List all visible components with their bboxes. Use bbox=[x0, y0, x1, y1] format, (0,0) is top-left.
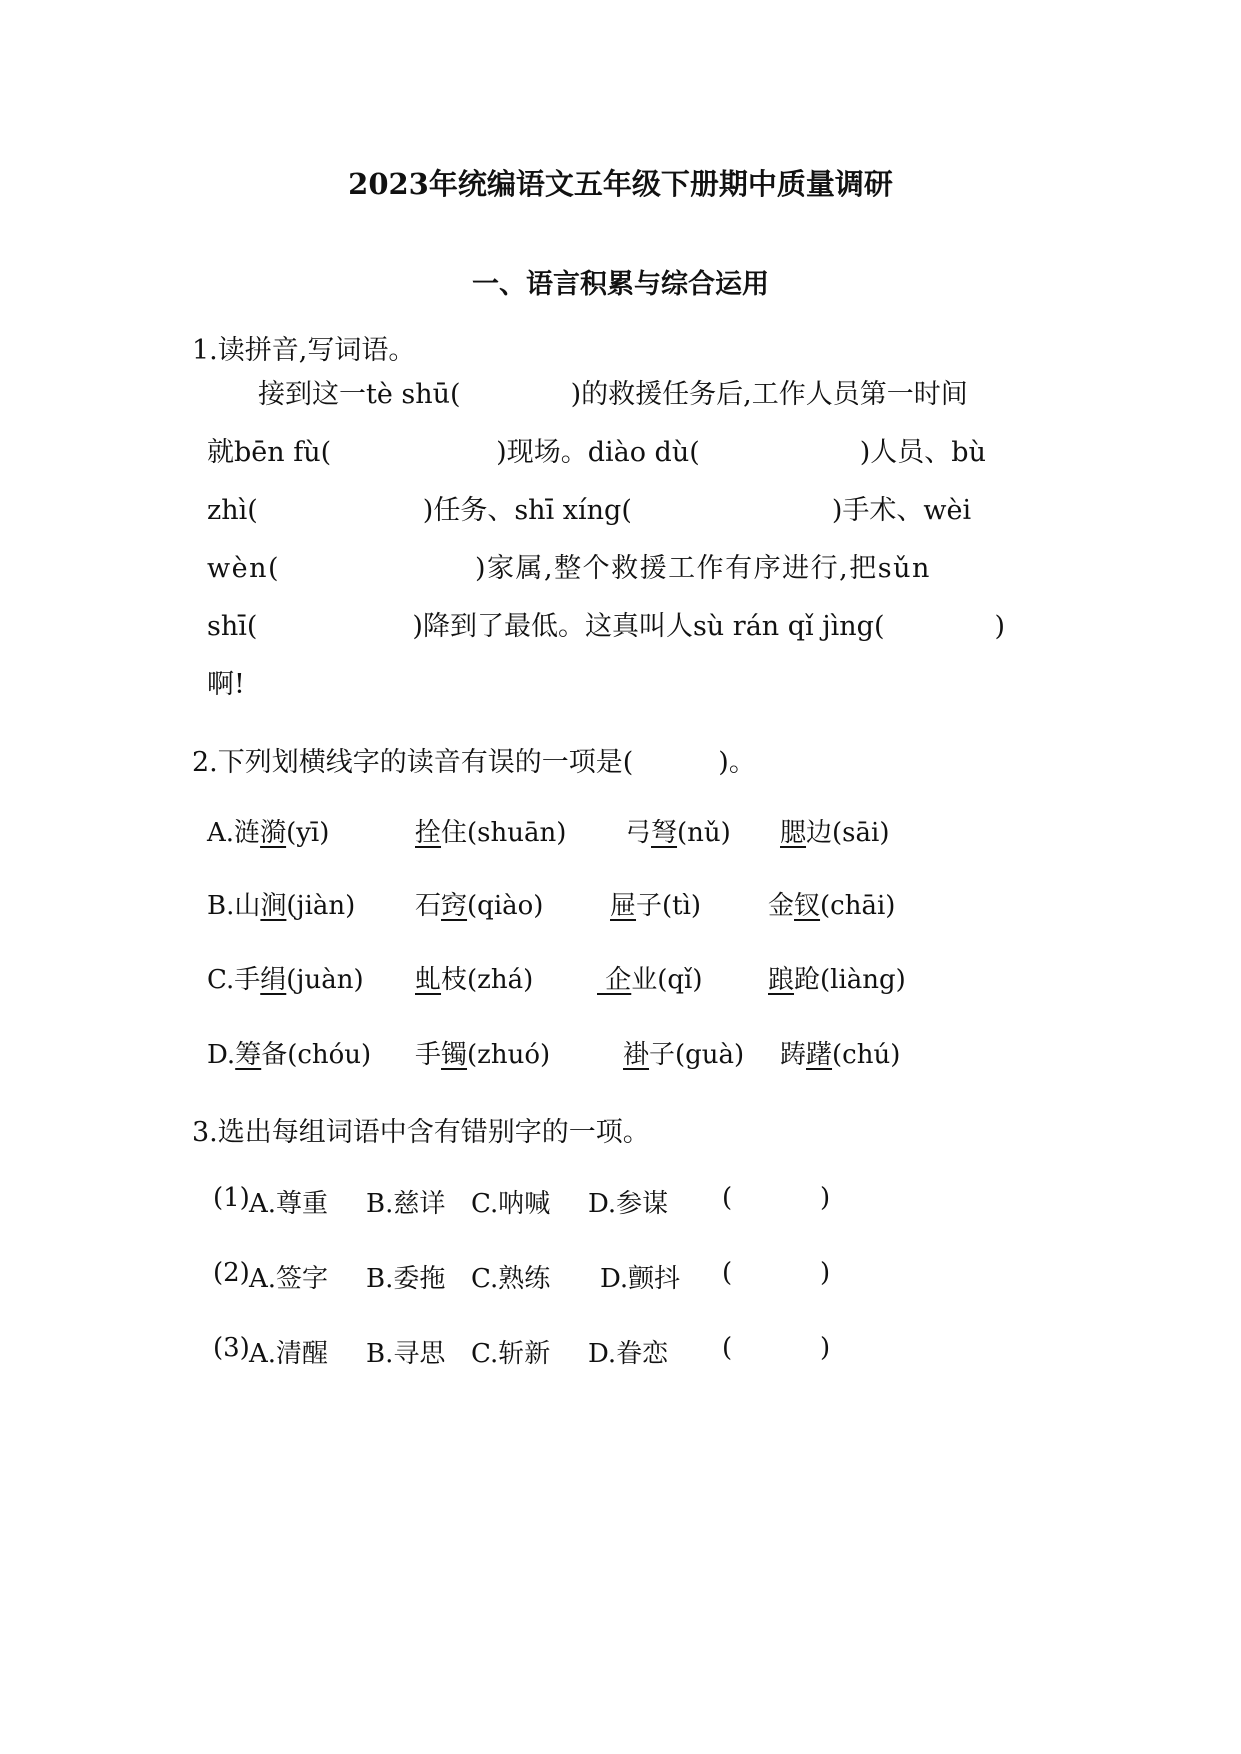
option-c-word-2 bbox=[415, 959, 533, 996]
option-a-word-1 bbox=[207, 812, 329, 849]
q1-line-2 bbox=[207, 430, 986, 469]
answer-paren: ( bbox=[722, 1183, 733, 1213]
choice-b: B.寻思 bbox=[366, 1339, 446, 1369]
group-number: (2) bbox=[213, 1258, 250, 1288]
choice-d: D.眷恋 bbox=[588, 1339, 669, 1369]
choice-d: D.颤抖 bbox=[600, 1264, 681, 1294]
q1-line-5-text-a: shī( bbox=[207, 611, 258, 642]
answer-blank[interactable] bbox=[740, 1258, 815, 1288]
underlined-character: 踉 bbox=[768, 965, 795, 995]
option-text: 山 bbox=[234, 891, 261, 921]
q1-line-1 bbox=[258, 372, 968, 411]
option-pinyin: (jiàn) bbox=[286, 891, 356, 921]
option-c-word-4 bbox=[768, 959, 906, 996]
underlined-character: 筹 bbox=[235, 1040, 262, 1070]
option-a-word-3 bbox=[625, 812, 731, 849]
q1-line-6: 啊! bbox=[207, 669, 245, 700]
q1-line-3-text-c: )手术、wèi bbox=[831, 495, 972, 526]
question-2-prompt-text: 2.下列划横线字的读音有误的一项是( bbox=[192, 747, 634, 778]
underlined-character: 屉 bbox=[610, 891, 637, 921]
answer-blank[interactable] bbox=[740, 1183, 815, 1213]
underlined-character: 虬 bbox=[415, 965, 442, 995]
underlined-character: 漪 bbox=[260, 818, 287, 848]
group-number: (1) bbox=[213, 1183, 250, 1213]
option-pinyin: (nǔ) bbox=[677, 818, 731, 848]
option-text: 弓 bbox=[625, 818, 652, 848]
q1-line-2-text-a: 就bēn fù( bbox=[207, 437, 332, 468]
option-b-word-2 bbox=[415, 885, 543, 922]
q1-line-4-text-a: wèn( bbox=[207, 553, 281, 584]
q1-line-2-text-c: )人员、bù bbox=[859, 437, 986, 468]
q1-line-4 bbox=[207, 546, 931, 585]
option-text: 手 bbox=[415, 1040, 442, 1070]
option-text: 石 bbox=[415, 891, 442, 921]
option-text: 踌 bbox=[780, 1040, 807, 1070]
option-pinyin: 子(guà) bbox=[649, 1040, 745, 1070]
option-d-word-4 bbox=[780, 1034, 900, 1071]
section-heading: 一、语言积累与综合运用 bbox=[472, 269, 769, 300]
answer-paren: ( bbox=[722, 1333, 733, 1363]
choice-a: A.清醒 bbox=[249, 1339, 329, 1369]
option-pinyin: 备(chóu) bbox=[261, 1040, 372, 1070]
option-a-word-2 bbox=[415, 812, 566, 849]
question-3-prompt: 3.选出每组词语中含有错别字的一项。 bbox=[192, 1117, 650, 1148]
q1-line-1-text-a: 接到这一tè shū( bbox=[258, 379, 461, 410]
option-label: D. bbox=[207, 1040, 236, 1070]
underlined-character: 涧 bbox=[260, 891, 287, 921]
option-d-word-1 bbox=[207, 1034, 371, 1071]
underlined-character: 躇 bbox=[806, 1040, 833, 1070]
option-pinyin: (juàn) bbox=[286, 965, 364, 995]
question-2-prompt bbox=[192, 740, 756, 779]
option-pinyin: (qiào) bbox=[467, 891, 544, 921]
option-pinyin: 跄(liàng) bbox=[794, 965, 906, 995]
option-a-word-4 bbox=[780, 812, 889, 849]
option-pinyin: 子(tì) bbox=[636, 891, 702, 921]
underlined-character: 褂 bbox=[623, 1040, 650, 1070]
choice-c: C.呐喊 bbox=[471, 1189, 551, 1219]
option-b-word-4 bbox=[768, 885, 895, 922]
answer-paren: ( bbox=[722, 1258, 733, 1288]
underlined-character: 腮 bbox=[780, 818, 807, 848]
option-d-word-2 bbox=[415, 1034, 550, 1071]
choice-c: C.斩新 bbox=[471, 1339, 551, 1369]
answer-blank[interactable] bbox=[740, 1333, 815, 1363]
option-b-word-3 bbox=[610, 885, 701, 922]
option-label: C. bbox=[207, 965, 235, 995]
q1-line-2-text-b: )现场。diào dù( bbox=[496, 437, 700, 468]
option-c-word-3 bbox=[597, 959, 703, 996]
answer-paren: ) bbox=[820, 1258, 831, 1288]
q1-line-5-text-c: ) bbox=[994, 611, 1006, 642]
option-label: A. bbox=[207, 818, 235, 848]
option-pinyin: (chú) bbox=[832, 1040, 901, 1070]
q1-line-4-text-b: )家属,整个救援工作有序进行,把sǔn bbox=[475, 553, 931, 584]
underlined-character: 镯 bbox=[441, 1040, 468, 1070]
option-text: 金 bbox=[768, 891, 795, 921]
answer-paren: ) bbox=[820, 1333, 831, 1363]
choice-a: A.签字 bbox=[249, 1264, 329, 1294]
underlined-character: 拴 bbox=[415, 818, 442, 848]
underlined-character: 绢 bbox=[260, 965, 287, 995]
choice-c: C.熟练 bbox=[471, 1264, 551, 1294]
choice-b: B.委拖 bbox=[366, 1264, 446, 1294]
q1-line-5 bbox=[207, 604, 1005, 643]
option-pinyin: (chāi) bbox=[820, 891, 896, 921]
option-pinyin: (zhuó) bbox=[467, 1040, 551, 1070]
q1-line-3 bbox=[207, 488, 971, 527]
option-text: 涟 bbox=[234, 818, 261, 848]
option-label: B. bbox=[207, 891, 235, 921]
page-title: 2023年统编语文五年级下册期中质量调研 bbox=[348, 167, 893, 201]
option-c-word-1 bbox=[207, 959, 364, 996]
option-pinyin: (yī) bbox=[286, 818, 330, 848]
choice-a: A.尊重 bbox=[249, 1189, 329, 1219]
group-number: (3) bbox=[213, 1333, 250, 1363]
option-pinyin: 住(shuān) bbox=[441, 818, 567, 848]
q1-line-1-text-b: )的救援任务后,工作人员第一时间 bbox=[570, 379, 968, 410]
q1-line-5-text-b: )降到了最低。这真叫人sù rán qǐ jìng( bbox=[412, 611, 885, 642]
choice-b: B.慈详 bbox=[366, 1189, 446, 1219]
option-b-word-1 bbox=[207, 885, 355, 922]
q1-line-3-text-a: zhì( bbox=[207, 495, 258, 526]
question-1-prompt: 1.读拼音,写词语。 bbox=[192, 335, 416, 366]
option-pinyin: 枝(zhá) bbox=[441, 965, 534, 995]
underlined-character: 企 bbox=[597, 965, 632, 995]
underlined-character: 窍 bbox=[441, 891, 468, 921]
underlined-character: 弩 bbox=[651, 818, 678, 848]
option-pinyin: 边(sāi) bbox=[806, 818, 890, 848]
option-text: 手 bbox=[234, 965, 261, 995]
underlined-character: 钗 bbox=[794, 891, 821, 921]
answer-paren: ) bbox=[820, 1183, 831, 1213]
option-pinyin: 业(qǐ) bbox=[631, 965, 703, 995]
option-d-word-3 bbox=[623, 1034, 744, 1071]
choice-d: D.参谋 bbox=[588, 1189, 669, 1219]
q1-line-3-text-b: )任务、shī xíng( bbox=[422, 495, 632, 526]
question-2-prompt-end: )。 bbox=[718, 747, 756, 778]
